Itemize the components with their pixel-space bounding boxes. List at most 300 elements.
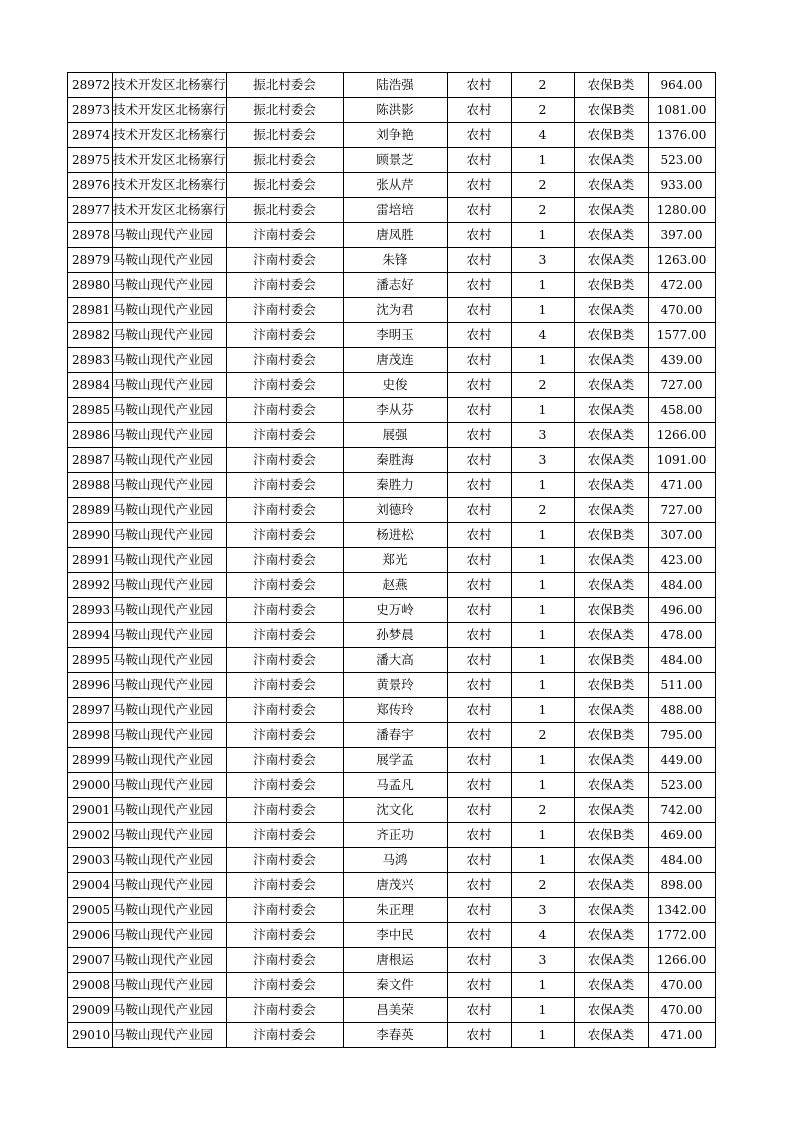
person-name-cell: 顾景芝 [343,148,447,173]
table-row [68,873,716,898]
person-name-cell: 黄景玲 [343,673,447,698]
amount-cell: 1266.00 [648,423,715,448]
town-cell: 马鞍山现代产业园 [113,898,227,923]
household-type-cell: 农村 [447,398,511,423]
category-cell: 农保A类 [574,248,648,273]
row-id-cell: 28980 [68,273,113,298]
household-type-cell: 农村 [447,773,511,798]
member-count-cell: 1 [511,398,574,423]
row-id-cell: 28999 [68,748,113,773]
beneficiary-table [67,72,716,1048]
member-count-cell: 3 [511,898,574,923]
village-cell: 汴南村委会 [226,673,343,698]
table-body [68,73,716,1048]
household-type-cell: 农村 [447,198,511,223]
household-type-cell: 农村 [447,823,511,848]
table-row [68,798,716,823]
row-id-cell: 29009 [68,998,113,1023]
category-cell: 农保A类 [574,448,648,473]
household-type-cell: 农村 [447,448,511,473]
table-row [68,273,716,298]
town-cell: 马鞍山现代产业园 [113,373,227,398]
member-count-cell: 1 [511,298,574,323]
category-cell: 农保A类 [574,573,648,598]
member-count-cell: 4 [511,123,574,148]
member-count-cell: 2 [511,798,574,823]
member-count-cell: 1 [511,623,574,648]
town-cell: 马鞍山现代产业园 [113,1023,227,1048]
person-name-cell: 沈文化 [343,798,447,823]
row-id-cell: 29005 [68,898,113,923]
town-cell: 马鞍山现代产业园 [113,948,227,973]
amount-cell: 469.00 [648,823,715,848]
category-cell: 农保B类 [574,73,648,98]
village-cell: 汴南村委会 [226,248,343,273]
village-cell: 汴南村委会 [226,348,343,373]
member-count-cell: 1 [511,998,574,1023]
category-cell: 农保A类 [574,498,648,523]
table-row [68,773,716,798]
category-cell: 农保B类 [574,673,648,698]
row-id-cell: 28989 [68,498,113,523]
household-type-cell: 农村 [447,273,511,298]
category-cell: 农保A类 [574,373,648,398]
member-count-cell: 2 [511,723,574,748]
person-name-cell: 马孟凡 [343,773,447,798]
household-type-cell: 农村 [447,848,511,873]
table-row [68,498,716,523]
row-id-cell: 28983 [68,348,113,373]
category-cell: 农保A类 [574,748,648,773]
person-name-cell: 陈洪影 [343,98,447,123]
category-cell: 农保A类 [574,973,648,998]
town-cell: 马鞍山现代产业园 [113,823,227,848]
household-type-cell: 农村 [447,948,511,973]
table-row [68,973,716,998]
village-cell: 汴南村委会 [226,823,343,848]
town-cell: 马鞍山现代产业园 [113,273,227,298]
town-cell: 技术开发区北杨寨行 [113,198,227,223]
household-type-cell: 农村 [447,98,511,123]
amount-cell: 1280.00 [648,198,715,223]
village-cell: 汴南村委会 [226,548,343,573]
member-count-cell: 1 [511,1023,574,1048]
village-cell: 汴南村委会 [226,948,343,973]
town-cell: 马鞍山现代产业园 [113,423,227,448]
category-cell: 农保A类 [574,473,648,498]
household-type-cell: 农村 [447,623,511,648]
person-name-cell: 秦文件 [343,973,447,998]
household-type-cell: 农村 [447,673,511,698]
row-id-cell: 29003 [68,848,113,873]
village-cell: 汴南村委会 [226,473,343,498]
household-type-cell: 农村 [447,473,511,498]
table-row [68,123,716,148]
amount-cell: 307.00 [648,523,715,548]
category-cell: 农保A类 [574,773,648,798]
amount-cell: 470.00 [648,998,715,1023]
town-cell: 马鞍山现代产业园 [113,448,227,473]
table-row [68,298,716,323]
amount-cell: 470.00 [648,298,715,323]
amount-cell: 488.00 [648,698,715,723]
town-cell: 马鞍山现代产业园 [113,473,227,498]
amount-cell: 484.00 [648,648,715,673]
member-count-cell: 3 [511,948,574,973]
amount-cell: 472.00 [648,273,715,298]
town-cell: 马鞍山现代产业园 [113,748,227,773]
category-cell: 农保A类 [574,398,648,423]
village-cell: 汴南村委会 [226,898,343,923]
category-cell: 农保A类 [574,148,648,173]
row-id-cell: 29000 [68,773,113,798]
amount-cell: 470.00 [648,973,715,998]
amount-cell: 1772.00 [648,923,715,948]
person-name-cell: 唐茂连 [343,348,447,373]
village-cell: 汴南村委会 [226,998,343,1023]
town-cell: 马鞍山现代产业园 [113,648,227,673]
table-row [68,398,716,423]
village-cell: 汴南村委会 [226,423,343,448]
row-id-cell: 28992 [68,573,113,598]
member-count-cell: 2 [511,98,574,123]
village-cell: 振北村委会 [226,123,343,148]
amount-cell: 484.00 [648,573,715,598]
row-id-cell: 28991 [68,548,113,573]
amount-cell: 439.00 [648,348,715,373]
member-count-cell: 2 [511,198,574,223]
household-type-cell: 农村 [447,873,511,898]
village-cell: 汴南村委会 [226,773,343,798]
town-cell: 马鞍山现代产业园 [113,698,227,723]
town-cell: 技术开发区北杨寨行 [113,148,227,173]
person-name-cell: 秦胜海 [343,448,447,473]
village-cell: 汴南村委会 [226,873,343,898]
amount-cell: 742.00 [648,798,715,823]
table-row [68,223,716,248]
row-id-cell: 28994 [68,623,113,648]
household-type-cell: 农村 [447,423,511,448]
person-name-cell: 李明玉 [343,323,447,348]
household-type-cell: 农村 [447,923,511,948]
person-name-cell: 朱锋 [343,248,447,273]
household-type-cell: 农村 [447,1023,511,1048]
category-cell: 农保A类 [574,998,648,1023]
person-name-cell: 潘志好 [343,273,447,298]
table-row [68,248,716,273]
amount-cell: 471.00 [648,1023,715,1048]
village-cell: 汴南村委会 [226,373,343,398]
member-count-cell: 4 [511,923,574,948]
category-cell: 农保A类 [574,798,648,823]
household-type-cell: 农村 [447,323,511,348]
member-count-cell: 1 [511,748,574,773]
row-id-cell: 28988 [68,473,113,498]
category-cell: 农保A类 [574,923,648,948]
amount-cell: 933.00 [648,173,715,198]
person-name-cell: 展学孟 [343,748,447,773]
person-name-cell: 陆浩强 [343,73,447,98]
town-cell: 技术开发区北杨寨行 [113,73,227,98]
village-cell: 汴南村委会 [226,623,343,648]
household-type-cell: 农村 [447,723,511,748]
town-cell: 马鞍山现代产业园 [113,723,227,748]
category-cell: 农保A类 [574,848,648,873]
member-count-cell: 2 [511,173,574,198]
category-cell: 农保A类 [574,423,648,448]
person-name-cell: 孙梦晨 [343,623,447,648]
table-row [68,73,716,98]
person-name-cell: 马鸿 [343,848,447,873]
town-cell: 马鞍山现代产业园 [113,323,227,348]
amount-cell: 1577.00 [648,323,715,348]
village-cell: 振北村委会 [226,73,343,98]
table-row [68,648,716,673]
member-count-cell: 1 [511,548,574,573]
person-name-cell: 秦胜力 [343,473,447,498]
town-cell: 马鞍山现代产业园 [113,773,227,798]
household-type-cell: 农村 [447,348,511,373]
table-row [68,473,716,498]
row-id-cell: 29010 [68,1023,113,1048]
village-cell: 汴南村委会 [226,573,343,598]
member-count-cell: 1 [511,348,574,373]
amount-cell: 727.00 [648,373,715,398]
row-id-cell: 28976 [68,173,113,198]
category-cell: 农保B类 [574,823,648,848]
household-type-cell: 农村 [447,798,511,823]
table-row [68,998,716,1023]
member-count-cell: 1 [511,598,574,623]
table-row [68,923,716,948]
row-id-cell: 28997 [68,698,113,723]
household-type-cell: 农村 [447,973,511,998]
row-id-cell: 28979 [68,248,113,273]
person-name-cell: 赵燕 [343,573,447,598]
person-name-cell: 刘争艳 [343,123,447,148]
member-count-cell: 1 [511,148,574,173]
category-cell: 农保B类 [574,523,648,548]
row-id-cell: 28981 [68,298,113,323]
household-type-cell: 农村 [447,498,511,523]
table-row [68,98,716,123]
row-id-cell: 28987 [68,448,113,473]
member-count-cell: 1 [511,523,574,548]
village-cell: 汴南村委会 [226,723,343,748]
town-cell: 马鞍山现代产业园 [113,523,227,548]
village-cell: 汴南村委会 [226,273,343,298]
village-cell: 汴南村委会 [226,973,343,998]
village-cell: 振北村委会 [226,173,343,198]
amount-cell: 523.00 [648,148,715,173]
village-cell: 汴南村委会 [226,848,343,873]
village-cell: 振北村委会 [226,148,343,173]
row-id-cell: 28985 [68,398,113,423]
category-cell: 农保A类 [574,898,648,923]
category-cell: 农保A类 [574,948,648,973]
household-type-cell: 农村 [447,548,511,573]
category-cell: 农保B类 [574,273,648,298]
row-id-cell: 28978 [68,223,113,248]
household-type-cell: 农村 [447,223,511,248]
member-count-cell: 3 [511,448,574,473]
household-type-cell: 农村 [447,523,511,548]
household-type-cell: 农村 [447,598,511,623]
amount-cell: 471.00 [648,473,715,498]
person-name-cell: 雷培培 [343,198,447,223]
row-id-cell: 28996 [68,673,113,698]
amount-cell: 898.00 [648,873,715,898]
category-cell: 农保B类 [574,648,648,673]
row-id-cell: 29004 [68,873,113,898]
town-cell: 马鞍山现代产业园 [113,498,227,523]
village-cell: 汴南村委会 [226,323,343,348]
category-cell: 农保A类 [574,298,648,323]
member-count-cell: 2 [511,373,574,398]
table-row [68,823,716,848]
member-count-cell: 1 [511,698,574,723]
person-name-cell: 郑传玲 [343,698,447,723]
member-count-cell: 1 [511,848,574,873]
household-type-cell: 农村 [447,373,511,398]
table-row [68,423,716,448]
amount-cell: 478.00 [648,623,715,648]
table-row [68,748,716,773]
person-name-cell: 沈为君 [343,298,447,323]
table-row [68,348,716,373]
category-cell: 农保B类 [574,323,648,348]
member-count-cell: 2 [511,498,574,523]
household-type-cell: 农村 [447,648,511,673]
category-cell: 农保A类 [574,548,648,573]
village-cell: 汴南村委会 [226,398,343,423]
town-cell: 马鞍山现代产业园 [113,248,227,273]
row-id-cell: 28977 [68,198,113,223]
town-cell: 马鞍山现代产业园 [113,348,227,373]
person-name-cell: 展强 [343,423,447,448]
table-row [68,1023,716,1048]
member-count-cell: 3 [511,423,574,448]
village-cell: 汴南村委会 [226,598,343,623]
person-name-cell: 李从芬 [343,398,447,423]
amount-cell: 1081.00 [648,98,715,123]
amount-cell: 1263.00 [648,248,715,273]
town-cell: 技术开发区北杨寨行 [113,123,227,148]
table-row [68,898,716,923]
town-cell: 马鞍山现代产业园 [113,848,227,873]
town-cell: 马鞍山现代产业园 [113,923,227,948]
town-cell: 马鞍山现代产业园 [113,548,227,573]
village-cell: 汴南村委会 [226,223,343,248]
town-cell: 技术开发区北杨寨行 [113,98,227,123]
town-cell: 马鞍山现代产业园 [113,798,227,823]
table-row [68,148,716,173]
table-row [68,448,716,473]
table-row [68,373,716,398]
household-type-cell: 农村 [447,698,511,723]
category-cell: 农保A类 [574,173,648,198]
person-name-cell: 唐根运 [343,948,447,973]
member-count-cell: 1 [511,473,574,498]
person-name-cell: 李春英 [343,1023,447,1048]
category-cell: 农保A类 [574,223,648,248]
member-count-cell: 1 [511,823,574,848]
row-id-cell: 28972 [68,73,113,98]
amount-cell: 523.00 [648,773,715,798]
village-cell: 汴南村委会 [226,748,343,773]
table-row [68,723,716,748]
row-id-cell: 29006 [68,923,113,948]
person-name-cell: 唐凤胜 [343,223,447,248]
member-count-cell: 1 [511,773,574,798]
village-cell: 汴南村委会 [226,923,343,948]
amount-cell: 484.00 [648,848,715,873]
village-cell: 汴南村委会 [226,698,343,723]
town-cell: 马鞍山现代产业园 [113,998,227,1023]
row-id-cell: 28974 [68,123,113,148]
household-type-cell: 农村 [447,123,511,148]
table-row [68,548,716,573]
category-cell: 农保B类 [574,598,648,623]
person-name-cell: 刘德玲 [343,498,447,523]
person-name-cell: 杨进松 [343,523,447,548]
row-id-cell: 29008 [68,973,113,998]
member-count-cell: 4 [511,323,574,348]
person-name-cell: 潘春宇 [343,723,447,748]
member-count-cell: 1 [511,573,574,598]
household-type-cell: 农村 [447,573,511,598]
amount-cell: 795.00 [648,723,715,748]
row-id-cell: 28995 [68,648,113,673]
village-cell: 汴南村委会 [226,298,343,323]
village-cell: 汴南村委会 [226,798,343,823]
town-cell: 马鞍山现代产业园 [113,398,227,423]
member-count-cell: 1 [511,648,574,673]
row-id-cell: 28984 [68,373,113,398]
category-cell: 农保A类 [574,1023,648,1048]
person-name-cell: 朱正理 [343,898,447,923]
row-id-cell: 28975 [68,148,113,173]
town-cell: 马鞍山现代产业园 [113,623,227,648]
row-id-cell: 29002 [68,823,113,848]
town-cell: 马鞍山现代产业园 [113,873,227,898]
table-row [68,698,716,723]
household-type-cell: 农村 [447,173,511,198]
table-row [68,173,716,198]
member-count-cell: 2 [511,73,574,98]
person-name-cell: 张从芹 [343,173,447,198]
table-row [68,323,716,348]
person-name-cell: 齐正功 [343,823,447,848]
amount-cell: 496.00 [648,598,715,623]
village-cell: 汴南村委会 [226,448,343,473]
amount-cell: 458.00 [648,398,715,423]
household-type-cell: 农村 [447,898,511,923]
person-name-cell: 史万岭 [343,598,447,623]
person-name-cell: 唐茂兴 [343,873,447,898]
table-row [68,848,716,873]
town-cell: 马鞍山现代产业园 [113,973,227,998]
row-id-cell: 29001 [68,798,113,823]
village-cell: 汴南村委会 [226,523,343,548]
row-id-cell: 28986 [68,423,113,448]
row-id-cell: 28982 [68,323,113,348]
member-count-cell: 3 [511,248,574,273]
village-cell: 振北村委会 [226,198,343,223]
category-cell: 农保A类 [574,698,648,723]
row-id-cell: 28990 [68,523,113,548]
row-id-cell: 28998 [68,723,113,748]
